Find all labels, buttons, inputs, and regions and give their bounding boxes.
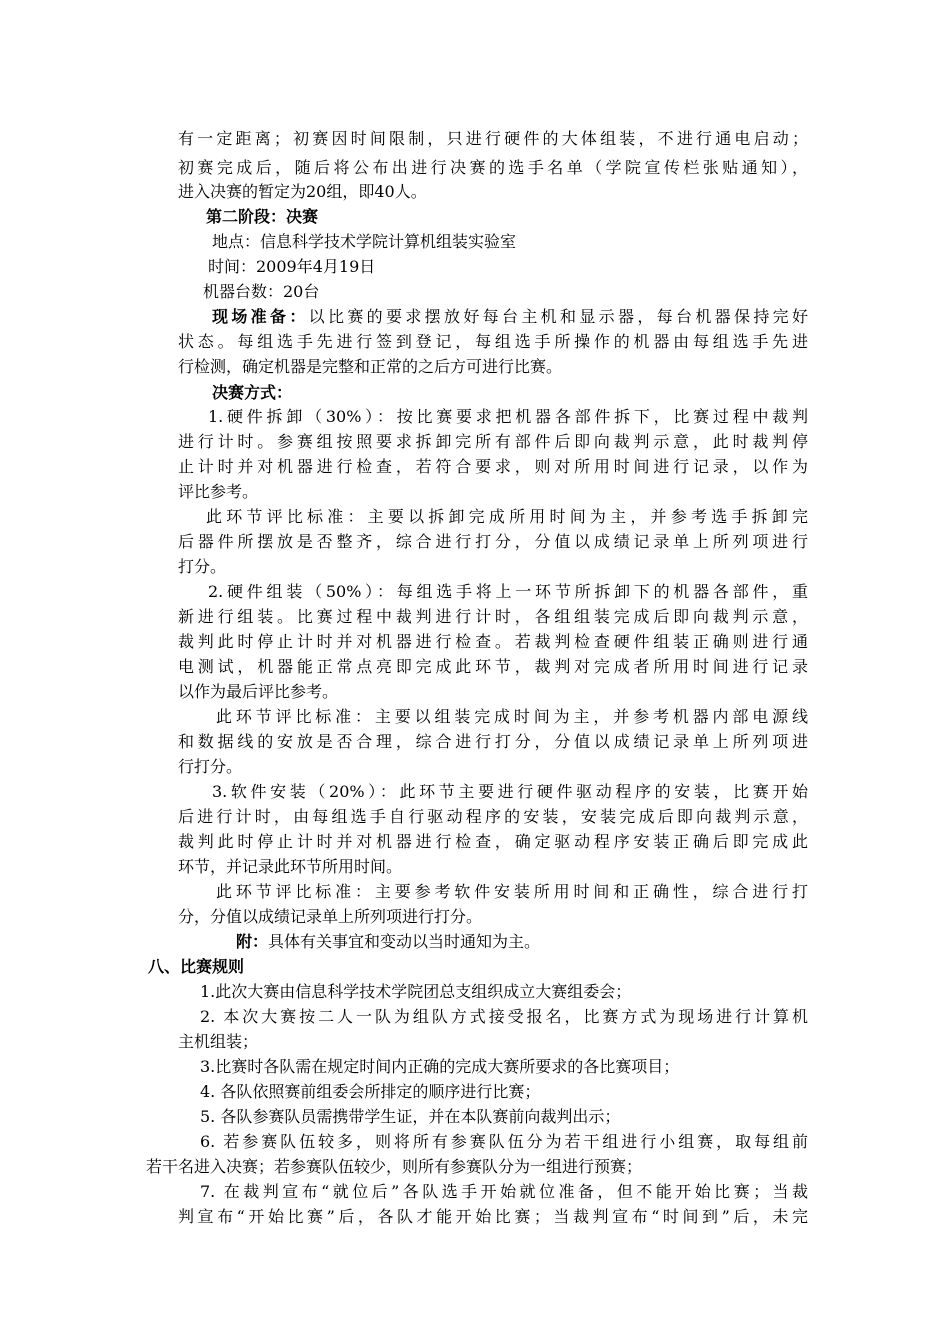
prep-line	[212, 305, 808, 329]
text-line: 进入决赛的暂定为20组，即40人。	[178, 182, 427, 201]
note-line	[236, 930, 866, 954]
text-line: 止计时并对机器进行检查，若符合要求，则对所用时间进行记录，以作为	[178, 457, 808, 476]
text-line: 以作为最后评比参考。	[178, 682, 339, 701]
text-line: 和数据线的安放是否合理，综合进行打分，分值以成绩记录单上所列项进	[178, 732, 808, 751]
text-line: 初赛完成后，随后将公布出进行决赛的选手名单（学院宣传栏张贴通知），	[178, 158, 808, 177]
text-line: 新进行组装。比赛过程中裁判进行计时，各组组装完成后即向裁判示意，	[178, 607, 808, 626]
location-line: 地点：信息科学技术学院计算机组装实验室	[212, 232, 517, 251]
time-line: 时间：2009年4月19日	[208, 257, 376, 276]
text-line: 有一定距离；初赛因时间限制，只进行硬件的大体组装，不进行通电启动；	[178, 129, 808, 148]
text-line: 评比参考。	[178, 482, 259, 501]
text-line: 进行计时。参赛组按照要求拆卸完所有部件后即向裁判示意，此时裁判停	[178, 432, 808, 451]
text-line: 分，分值以成绩记录单上所列项进行打分。	[178, 907, 483, 926]
method-heading: 决赛方式：	[212, 383, 293, 402]
text-line: 此环节评比标准：主要以组装完成时间为主，并参考机器内部电源线	[216, 707, 808, 726]
text-line: 状态。每组选手先进行签到登记，每组选手所操作的机器由每组选手先进	[178, 332, 808, 351]
rule-item-cont: 若干名进入决赛；若参赛队伍较少，则所有参赛队分为一组进行预赛；	[146, 1157, 643, 1176]
text-line: 1.硬件拆卸（30%）：按比赛要求把机器各部件拆下，比赛过程中裁判	[208, 407, 808, 426]
text-line: 3.软件安装（20%）：此环节主要进行硬件驱动程序的安装，比赛开始	[212, 782, 808, 801]
rule-item: 1.此次大赛由信息科学技术学院团总支组织成立大赛组委会；	[200, 982, 632, 1001]
text-line: 后进行计时，由每组选手自行驱动程序的安装，安装完成后即向裁判示意，	[178, 807, 808, 826]
rule-item: 4. 各队依照赛前组委会所排定的顺序进行比赛；	[200, 1082, 541, 1101]
rule-item: 5. 各队参赛队员需携带学生证，并在本队赛前向裁判出示；	[200, 1107, 621, 1126]
text-line: 后器件所摆放是否整齐，综合进行打分，分值以成绩记录单上所列项进行	[178, 532, 808, 551]
section-heading: 八、比赛规则	[148, 957, 245, 976]
text-line: 裁判此时停止计时并对机器进行检查。若裁判检查硬件组装正确则进行通	[178, 632, 808, 651]
prep-label: 现场准备：	[212, 307, 309, 326]
prep-text: 以比赛的要求摆放好每台主机和显示器，每台机器保持完好	[308, 307, 808, 326]
note-text: 具体有关事宜和变动以当时通知为主。	[268, 932, 541, 951]
text-line: 裁判此时停止计时并对机器进行检查，确定驱动程序安装正确后即完成此	[178, 832, 808, 851]
rule-item: 3.比赛时各队需在规定时间内正确的完成大赛所要求的各比赛项目；	[200, 1057, 680, 1076]
rule-item: 2. 本次大赛按二人一队为组队方式接受报名，比赛方式为现场进行计算机	[200, 1007, 808, 1026]
text-line: 打分。	[178, 557, 227, 576]
text-line: 电测试，机器能正常点亮即完成此环节，裁判对完成者所用时间进行记录	[178, 657, 808, 676]
note-label: 附：	[236, 932, 269, 951]
stage-heading: 第二阶段：决赛	[206, 207, 319, 226]
text-line: 此环节评比标准：主要参考软件安装所用时间和正确性，综合进行打	[216, 882, 808, 901]
machines-line: 机器台数：20台	[203, 282, 320, 301]
rule-item-cont: 主机组装；	[178, 1032, 259, 1051]
text-line: 2.硬件组装（50%）：每组选手将上一环节所拆卸下的机器各部件，重	[208, 582, 808, 601]
rule-item: 6. 若参赛队伍较多，则将所有参赛队伍分为若干组进行小组赛，取每组前	[200, 1132, 808, 1151]
rule-item-cont: 判宣布“开始比赛”后，各队才能开始比赛；当裁判宣布“时间到”后，未完	[178, 1207, 808, 1226]
text-line: 此环节评比标准：主要以拆卸完成所用时间为主，并参考选手拆卸完	[206, 507, 808, 526]
text-line: 行打分。	[178, 757, 243, 776]
text-line: 行检测，确定机器是完整和正常的之后方可进行比赛。	[178, 357, 563, 376]
rule-item: 7. 在裁判宣布“就位后”各队选手开始就位准备，但不能开始比赛；当裁	[200, 1182, 808, 1201]
text-line: 环节，并记录此环节所用时间。	[178, 857, 403, 876]
